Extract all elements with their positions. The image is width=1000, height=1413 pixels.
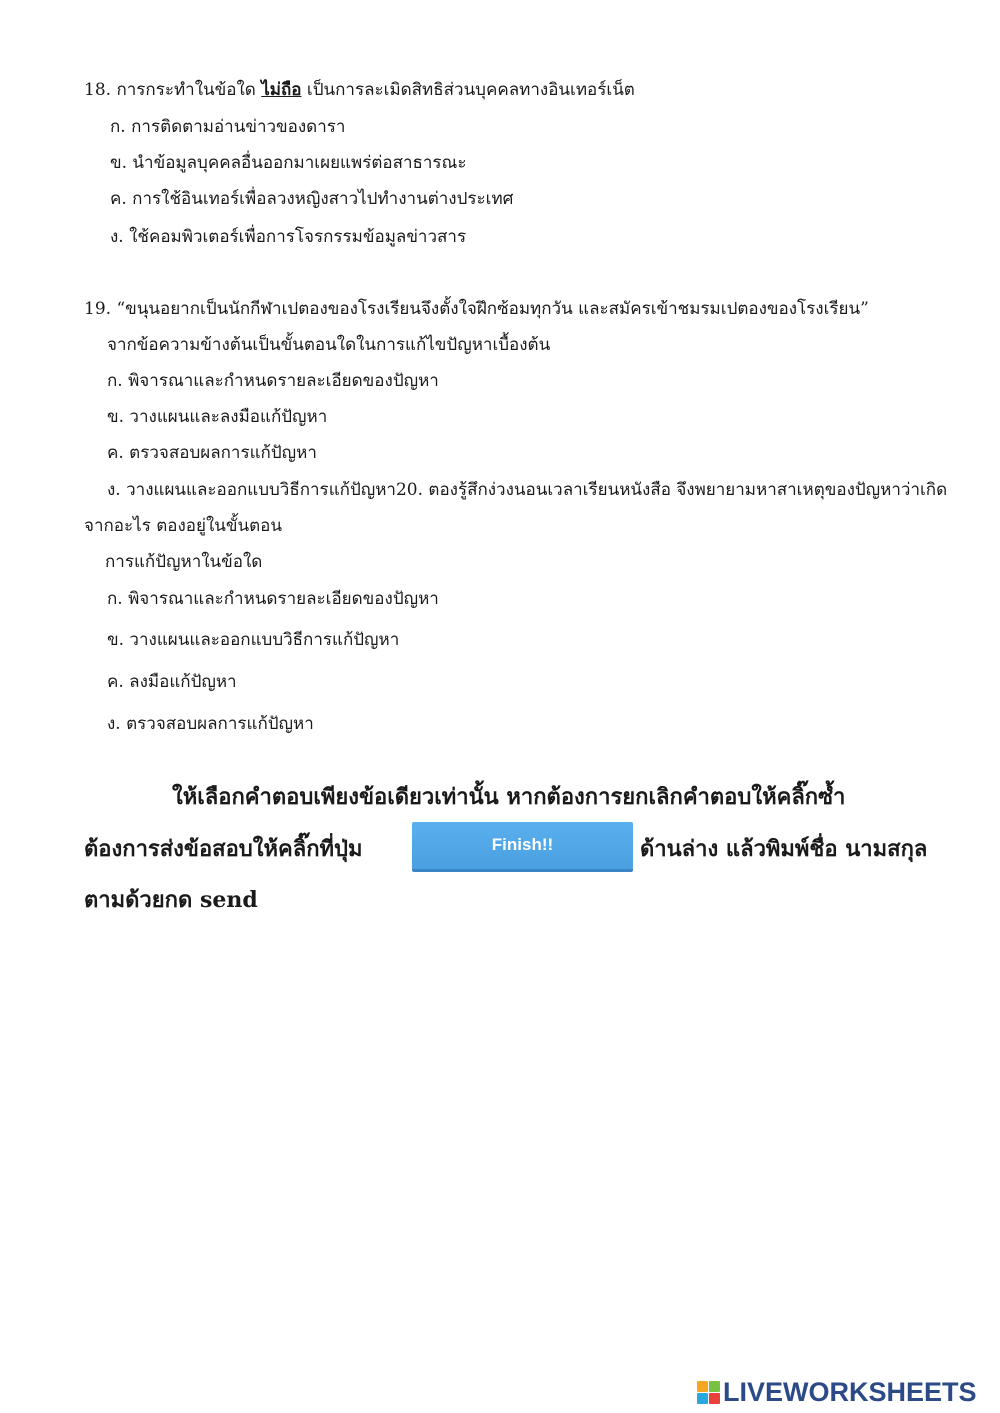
q20-option-c[interactable]: ค. ลงมือแก้ปัญหา [107,672,237,692]
q18-option-d[interactable]: ง. ใช้คอมพิวเตอร์เพื่อการโจรกรรมข้อมูลข่าวสาร [110,227,467,247]
logo-square-1 [697,1381,708,1392]
question-19-statement: 19. “ขนุนอยากเป็นนักกีฬาเปตองของโรงเรียนจึงตั้งใจฝึกซ้อมทุกวัน และสมัครเข้าชมรมเปตองของโรงเรียน” [84,299,869,319]
question-18-prefix: 18. การกระทำในข้อใด [84,80,262,100]
q18-option-a[interactable]: ก. การติดตามอ่านข่าวของดารา [110,117,346,137]
q19-option-b[interactable]: ข. วางแผนและลงมือแก้ปัญหา [107,407,328,427]
q18-option-b[interactable]: ข. นำข้อมูลบุคคลอื่นออกมาเผยแพร่ต่อสาธารณะ [110,153,467,173]
instruction-line-1: ให้เลือกคำตอบเพียงข้อเดียวเท่านั้น หากต้องการยกเลิกคำตอบให้คลิ๊กซ้ำ [172,784,846,810]
question-20-continued: จากอะไร ตองอยู่ในขั้นตอน [84,516,282,536]
logo-square-4 [709,1393,720,1404]
instruction-line-2-start: ต้องการส่งข้อสอบให้คลิ๊กที่ปุ่ม [84,836,363,862]
liveworksheets-brand [697,1377,977,1408]
q19-option-a[interactable]: ก. พิจารณาและกำหนดรายละเอียดของปัญหา [107,371,439,391]
q19-option-d[interactable]: ง. วางแผนและออกแบบวิธีการแก้ปัญหา20. ตองรู้สึกง่วงนอนเวลาเรียนหนังสือ จึงพยายามหาสาเหตุของปัญหาว่าเกิด [107,480,948,500]
q18-option-c[interactable]: ค. การใช้อินเทอร์เพื่อลวงหญิงสาวไปทำงานต่างประเทศ [110,189,514,209]
logo-square-2 [709,1381,720,1392]
q20-option-b[interactable]: ข. วางแผนและออกแบบวิธีการแก้ปัญหา [107,630,400,650]
question-20-prompt: การแก้ปัญหาในข้อใด [105,552,263,572]
question-18 [84,78,635,102]
logo-square-3 [697,1393,708,1404]
liveworksheets-logo-icon [697,1381,720,1404]
question-18-emphasis: ไม่ถือ [261,80,302,100]
q20-option-a[interactable]: ก. พิจารณาและกำหนดรายละเอียดของปัญหา [107,589,439,609]
brand-name: LIVEWORKSHEETS [723,1377,977,1407]
finish-button[interactable]: Finish!! [412,822,633,869]
q19-option-c[interactable]: ค. ตรวจสอบผลการแก้ปัญหา [107,443,317,463]
q20-option-d[interactable]: ง. ตรวจสอบผลการแก้ปัญหา [107,714,314,734]
question-19-prompt: จากข้อความข้างต้นเป็นขั้นตอนใดในการแก้ไขปัญหาเบื้องต้น [107,335,551,355]
question-18-suffix: เป็นการละเมิดสิทธิส่วนบุคคลทางอินเทอร์เน็ต [301,80,635,100]
instruction-line-3: ตามด้วยกด send [84,887,258,913]
instruction-line-2-end: ด้านล่าง แล้วพิมพ์ชื่อ นามสกุล [640,836,928,862]
